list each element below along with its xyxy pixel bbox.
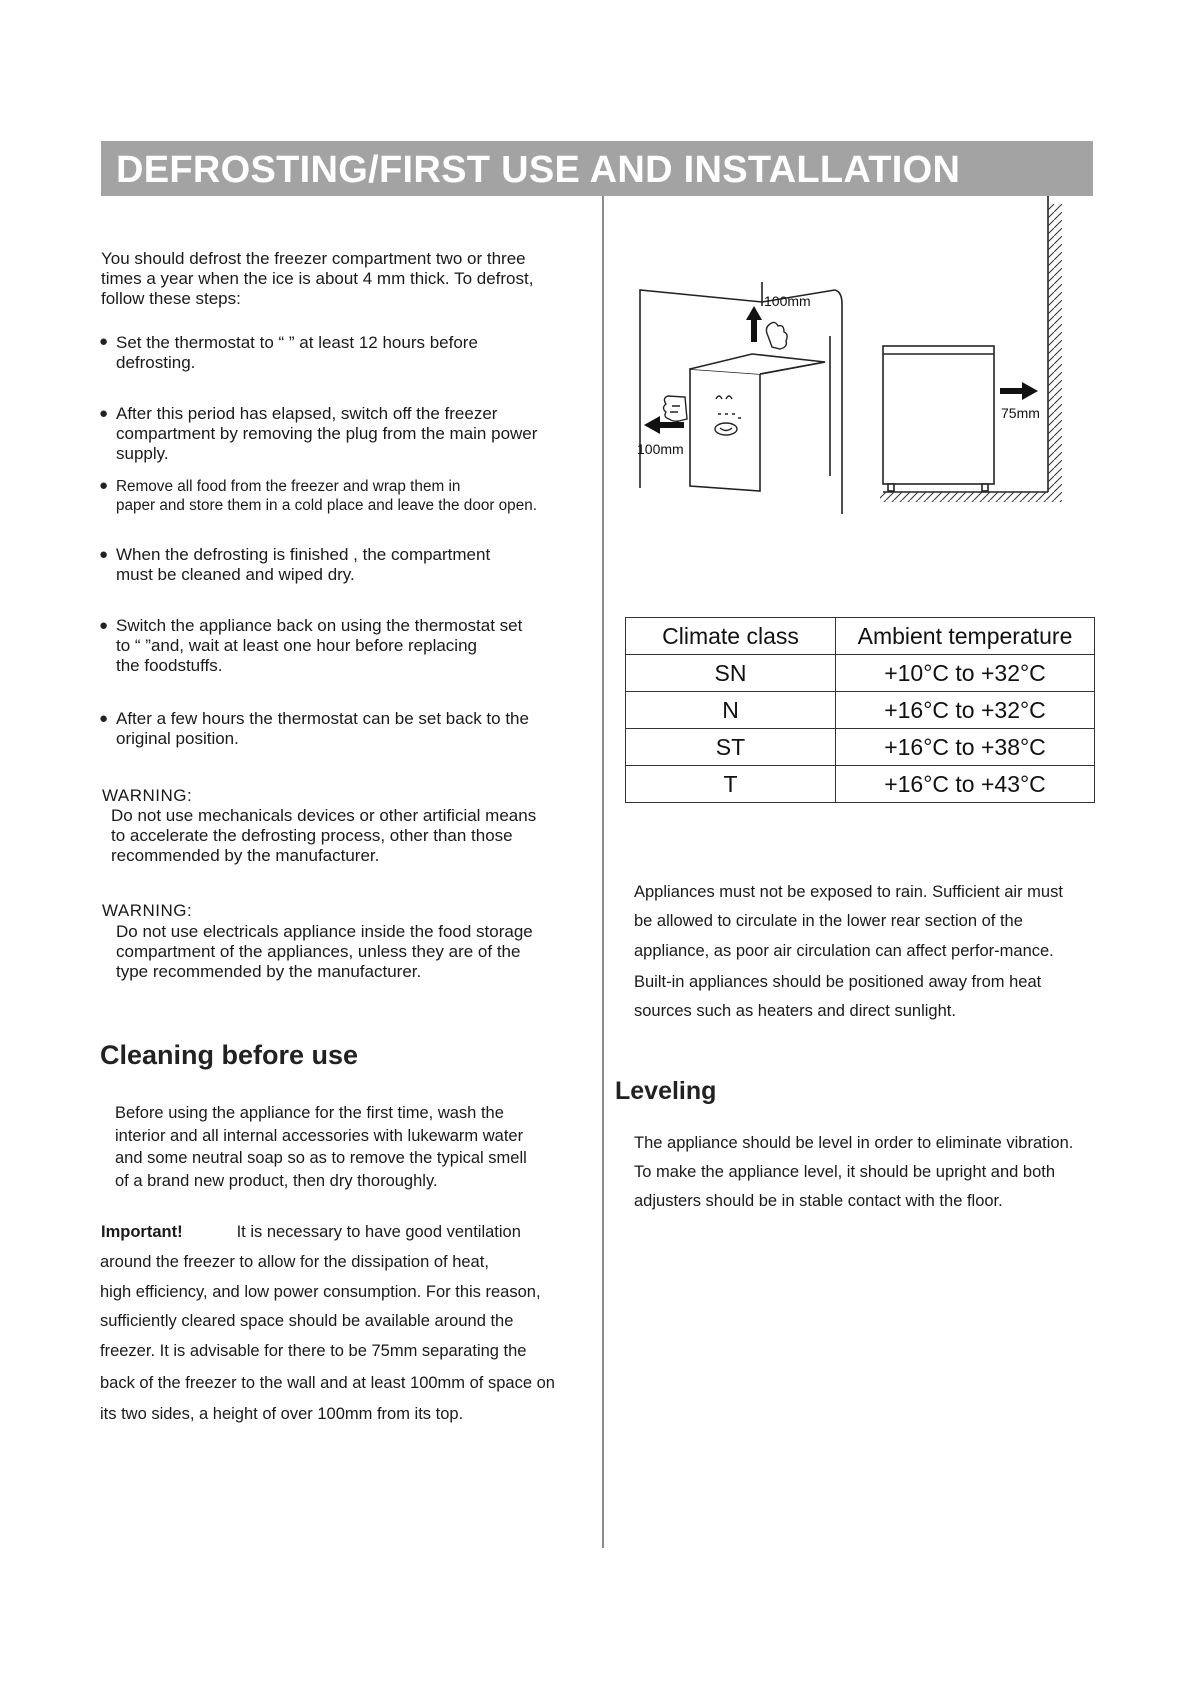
bullet-icon: ●	[99, 477, 109, 494]
warning-line: Do not use mechanicals devices or other artificial means	[111, 806, 537, 825]
warning-heading: WARNING:	[102, 786, 193, 805]
bullet-icon: ●	[99, 710, 109, 727]
leveling-line: The appliance should be level in order to eliminate vibration.	[634, 1134, 1074, 1152]
rear-clearance-label: 75mm	[1001, 405, 1040, 421]
important-line: sufficiently cleared space should be available around the	[100, 1312, 514, 1330]
cleaning-line: interior and all internal accessories with lukewarm water	[115, 1127, 524, 1145]
step-line: Switch the appliance back on using the thermostat set	[116, 616, 523, 635]
step-line: defrosting.	[116, 353, 196, 372]
temperature-cell: +16°C to +38°C	[836, 729, 1095, 766]
defrost-intro-line: You should defrost the freezer compartment two or three	[101, 249, 526, 268]
section-banner	[101, 141, 1093, 196]
step-line: the foodstuffs.	[116, 656, 223, 675]
step-line: must be cleaned and wiped dry.	[116, 565, 355, 584]
important-line: around the freezer to allow for the dissipation of heat,	[100, 1253, 489, 1271]
bullet-icon: ●	[99, 546, 109, 563]
warning-line: to accelerate the defrosting process, other than those	[111, 826, 513, 845]
important-line: back of the freezer to the wall and at least 100mm of space on	[100, 1374, 555, 1392]
table-row	[626, 766, 1095, 803]
cleaning-heading: Cleaning before use	[100, 1040, 359, 1070]
climate-class-cell: ST	[626, 729, 836, 766]
defrost-intro-line: follow these steps:	[101, 289, 241, 308]
table-row	[626, 729, 1095, 766]
side-clearance-label: 100mm	[637, 441, 684, 457]
step-line: original position.	[116, 729, 239, 748]
cleaning-line: and some neutral soap so as to remove the typical smell	[115, 1149, 527, 1167]
bullet-icon: ●	[99, 333, 109, 350]
warning-line: type recommended by the manufacturer.	[116, 962, 422, 981]
step-line: to “ ”and, wait at least one hour before replacing	[116, 636, 477, 655]
column-divider	[602, 196, 604, 1548]
cleaning-line: Before using the appliance for the first time, wash the	[115, 1104, 504, 1122]
temperature-cell: +16°C to +43°C	[836, 766, 1095, 803]
cleaning-line: of a brand new product, then dry thoroughly.	[115, 1172, 438, 1190]
step-line: After this period has elapsed, switch off the freezer	[116, 404, 498, 423]
warning-line: recommended by the manufacturer.	[111, 846, 380, 865]
important-first-line: It is necessary to have good ventilation	[236, 1223, 521, 1241]
leveling-line: adjusters should be in stable contact with the floor.	[634, 1192, 1003, 1210]
important-label: Important!	[101, 1223, 183, 1241]
step-line: supply.	[116, 444, 169, 463]
important-line: its two sides, a height of over 100mm from its top.	[100, 1405, 464, 1423]
top-clearance-label: 100mm	[764, 293, 811, 309]
important-line: freezer. It is advisable for there to be 75mm separating the	[100, 1342, 527, 1360]
arrow-up-icon	[746, 306, 762, 342]
placement-line: Appliances must not be exposed to rain. Sufficient air must	[634, 883, 1063, 901]
climate-class-cell: T	[626, 766, 836, 803]
warning-heading: WARNING:	[102, 901, 193, 920]
bullet-icon: ●	[99, 617, 109, 634]
defrost-intro-line: times a year when the ice is about 4 mm thick. To defrost,	[101, 269, 534, 288]
table-row	[626, 655, 1095, 692]
warning-line: compartment of the appliances, unless they are of the	[116, 942, 521, 961]
page-title: DEFROSTING/FIRST USE AND INSTALLATION	[116, 149, 961, 191]
bullet-icon: ●	[99, 405, 109, 422]
clearance-diagram	[630, 196, 1080, 514]
temperature-cell: +10°C to +32°C	[836, 655, 1095, 692]
side-view-freezer	[883, 346, 994, 491]
leveling-line: To make the appliance level, it should be upright and both	[634, 1163, 1056, 1181]
climate-class-cell: N	[626, 692, 836, 729]
step-line: Remove all food from the freezer and wrap them in	[116, 478, 461, 495]
climate-class-table	[625, 617, 1095, 803]
placement-line: Built-in appliances should be positioned away from heat	[634, 973, 1042, 991]
placement-line: appliance, as poor air circulation can affect perfor-mance.	[634, 942, 1054, 960]
column-header: Ambient temperature	[836, 618, 1095, 655]
important-line	[101, 1218, 521, 1248]
step-line: When the defrosting is finished , the compartment	[116, 545, 491, 564]
wall-hatching	[1048, 204, 1062, 492]
floor-hatching	[880, 492, 1062, 502]
table-header-row	[626, 618, 1095, 655]
placement-line: be allowed to circulate in the lower rear section of the	[634, 912, 1023, 930]
step-line: compartment by removing the plug from the main power	[116, 424, 538, 443]
column-header: Climate class	[626, 618, 836, 655]
arrow-right-icon	[1000, 382, 1038, 400]
placement-line: sources such as heaters and direct sunlight.	[634, 1002, 956, 1020]
temperature-cell: +16°C to +32°C	[836, 692, 1095, 729]
warning-line: Do not use electricals appliance inside the food storage	[116, 922, 533, 941]
step-line: After a few hours the thermostat can be set back to the	[116, 709, 529, 728]
table-row	[626, 692, 1095, 729]
important-line: high efficiency, and low power consumption. For this reason,	[100, 1283, 541, 1301]
leveling-heading: Leveling	[615, 1077, 717, 1105]
step-line: Set the thermostat to “ ” at least 12 hours before	[116, 333, 478, 352]
climate-class-cell: SN	[626, 655, 836, 692]
step-line: paper and store them in a cold place and leave the door open.	[116, 497, 537, 514]
freezer-box	[690, 354, 825, 491]
